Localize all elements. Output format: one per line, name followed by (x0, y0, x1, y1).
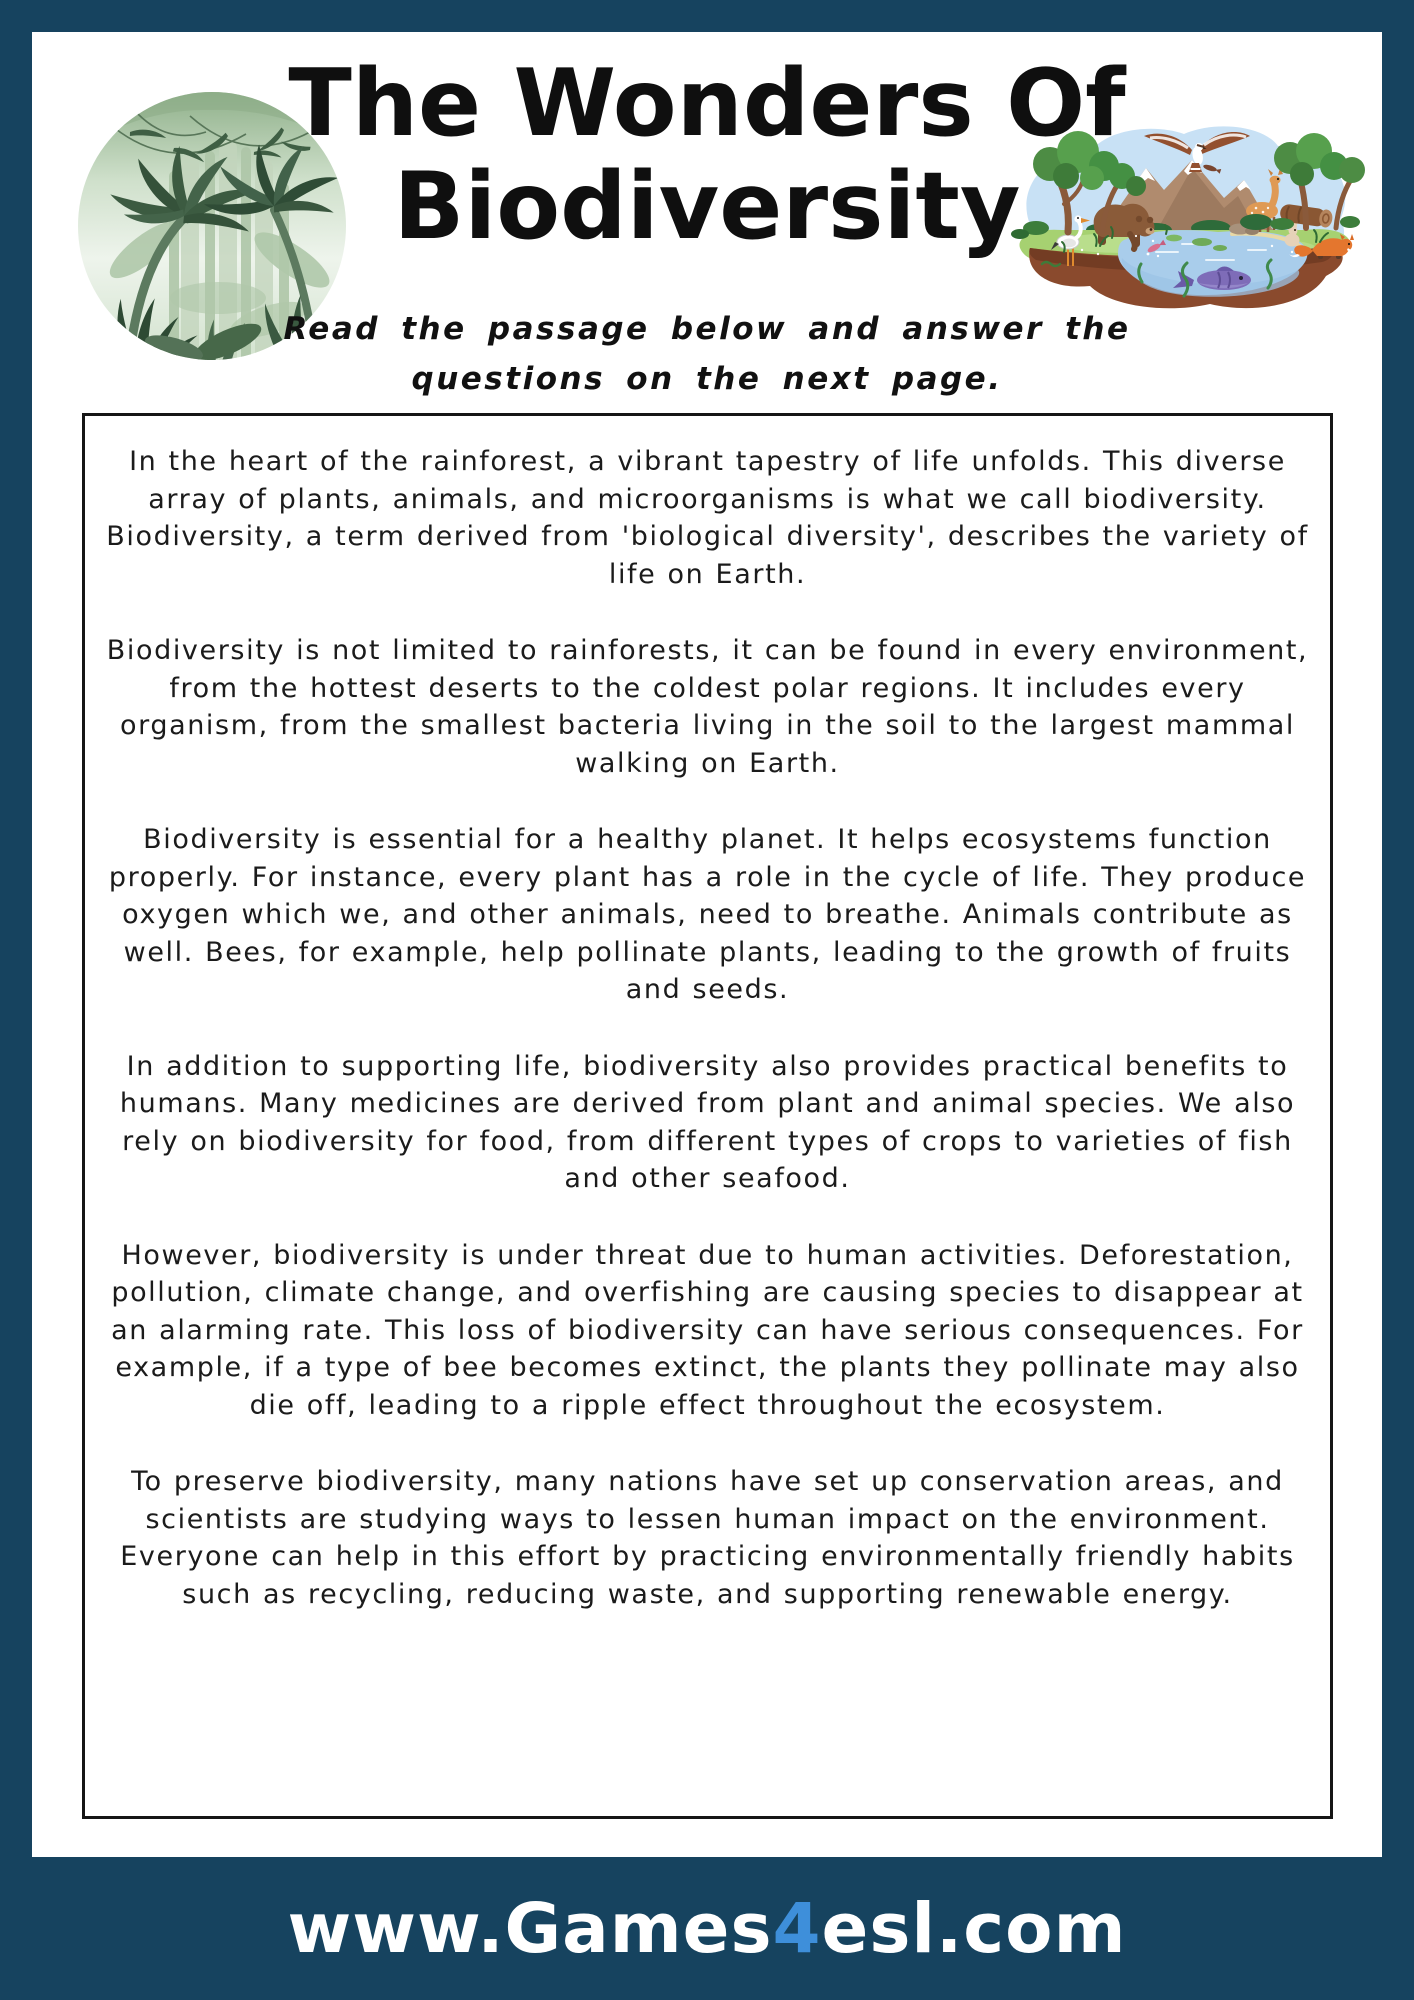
instructions-line2: questions on the next page. (411, 361, 1003, 397)
page-title-line1: The Wonders Of (288, 49, 1126, 157)
passage-paragraph: To preserve biodiversity, many nations have set up conservation areas, and scientists are studying ways to lessen human impact on the environment. Everyone can help in this effort by practicing environmentally friendly habits such as recycling, reducing waste, and supporting renewable energy. (120, 1466, 1295, 1610)
page-title-line2: Biodiversity (393, 152, 1021, 260)
passage-box (82, 413, 1333, 1819)
website-url-accent: 4 (772, 1888, 822, 1969)
website-url-suffix: esl.com (821, 1888, 1127, 1969)
worksheet-paper (32, 32, 1382, 1857)
passage-paragraph: In the heart of the rainforest, a vibrant tapestry of life unfolds. This diverse array of plants, animals, and microorganisms is what we call biodiversity. Biodiversity, a term derived from 'biological diversity', describes the variety of life on Earth. (106, 446, 1309, 590)
instructions (32, 304, 1382, 404)
passage-paragraph: Biodiversity is not limited to rainforests, it can be found in every environment, from the hottest deserts to the coldest polar regions. It includes every organism, from the smallest bacteria living in the soil to the largest mammal walking on Earth. (106, 635, 1309, 779)
passage-paragraph: In addition to supporting life, biodiversity also provides practical benefits to humans. Many medicines are derived from plant and animal species. We also rely on biodiversity for food, from different types of crops to varieties of fish and other seafood. (119, 1050, 1296, 1194)
instructions-line1: Read the passage below and answer the (283, 311, 1131, 347)
page-title (32, 49, 1382, 260)
footer (0, 1857, 1414, 2000)
passage-paragraph: Biodiversity is essential for a healthy planet. It helps ecosystems function properly. For instance, every plant has a role in the cycle of life. They produce oxygen which we, and other animals, need to breathe. Animals contribute as well. Bees, for example, help pollinate plants, leading to the growth of fruits and seeds. (108, 824, 1307, 1005)
website-url (288, 1889, 1127, 1969)
passage-paragraph: However, biodiversity is under threat due to human activities. Deforestation, pollution, climate change, and overfishing are causing species to disappear at an alarming rate. This loss of biodiversity can have serious consequences. For example, if a type of bee becomes extinct, the plants they pollinate may also die off, leading to a ripple effect throughout the ecosystem. (111, 1239, 1304, 1421)
website-url-prefix: www.Games (287, 1888, 773, 1969)
